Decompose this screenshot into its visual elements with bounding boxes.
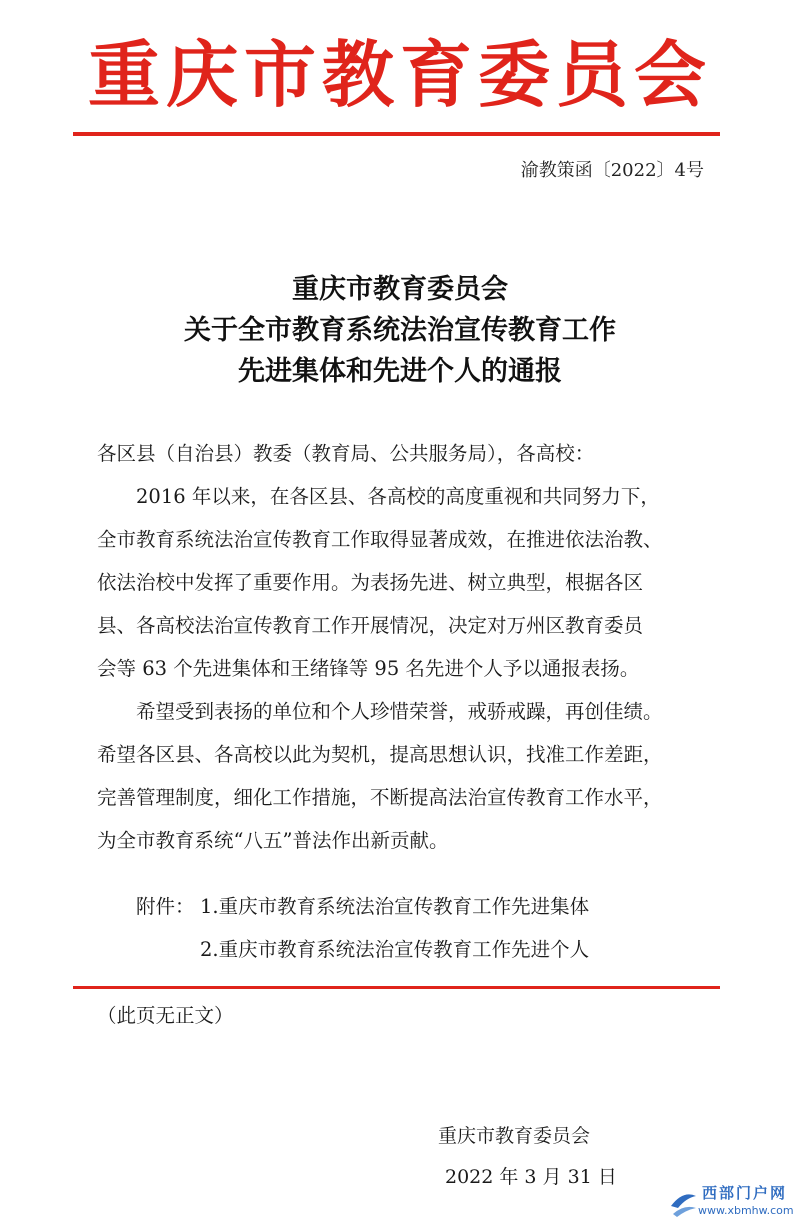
org-masthead: 重庆市教育委员会 [87, 33, 712, 117]
paragraph-1-line: 县、各高校法治宣传教育工作开展情况，决定对万州区教育委员 [97, 614, 644, 637]
title-line-1: 重庆市教育委员会 [292, 274, 508, 305]
site-watermark [668, 1180, 798, 1226]
watermark-logo-icon [668, 1186, 698, 1220]
no-text-note: （此页无正文） [97, 1004, 234, 1027]
red-divider-top [73, 132, 720, 136]
signatory: 重庆市教育委员会 [438, 1125, 591, 1147]
paragraph-1-line: 2016 年以来，在各区县、各高校的高度重视和共同努力下， [136, 485, 660, 508]
paragraph-2-line: 完善管理制度，细化工作措施，不断提高法治宣传教育工作水平， [97, 786, 663, 809]
issue-date: 2022 年 3 月 31 日 [445, 1166, 617, 1188]
paragraph-1-line: 依法治校中发挥了重要作用。为表扬先进、树立典型，根据各区 [97, 571, 644, 594]
paragraph-2-line: 希望各区县、各高校以此为契机，提高思想认识，找准工作差距， [97, 743, 663, 766]
attachment-item-2: 2.重庆市教育系统法治宣传教育工作先进个人 [200, 938, 590, 961]
watermark-site-name: 西部门户网 [702, 1184, 788, 1202]
paragraph-1-line: 会等 63 个先进集体和王绪锋等 95 名先进个人予以通报表扬。 [97, 657, 640, 680]
paragraph-2-line: 为全市教育系统“八五”普法作出新贡献。 [97, 829, 449, 852]
title-line-2: 关于全市教育系统法治宣传教育工作 [184, 315, 616, 346]
salutation: 各区县（自治县）教委（教育局、公共服务局），各高校： [97, 442, 595, 465]
paragraph-1-line: 全市教育系统法治宣传教育工作取得显著成效，在推进依法治教、 [97, 528, 663, 551]
attachments-label: 附件： [136, 895, 195, 918]
title-line-3: 先进集体和先进个人的通报 [238, 356, 562, 387]
red-divider-bottom [73, 986, 720, 989]
watermark-url: www.xbmhw.com [698, 1204, 794, 1217]
paragraph-2-line: 希望受到表扬的单位和个人珍惜荣誉，戒骄戒躁，再创佳绩。 [136, 700, 663, 723]
document-number: 渝教策函〔2022〕4号 [520, 160, 704, 181]
attachment-item-1: 1.重庆市教育系统法治宣传教育工作先进集体 [200, 895, 590, 918]
